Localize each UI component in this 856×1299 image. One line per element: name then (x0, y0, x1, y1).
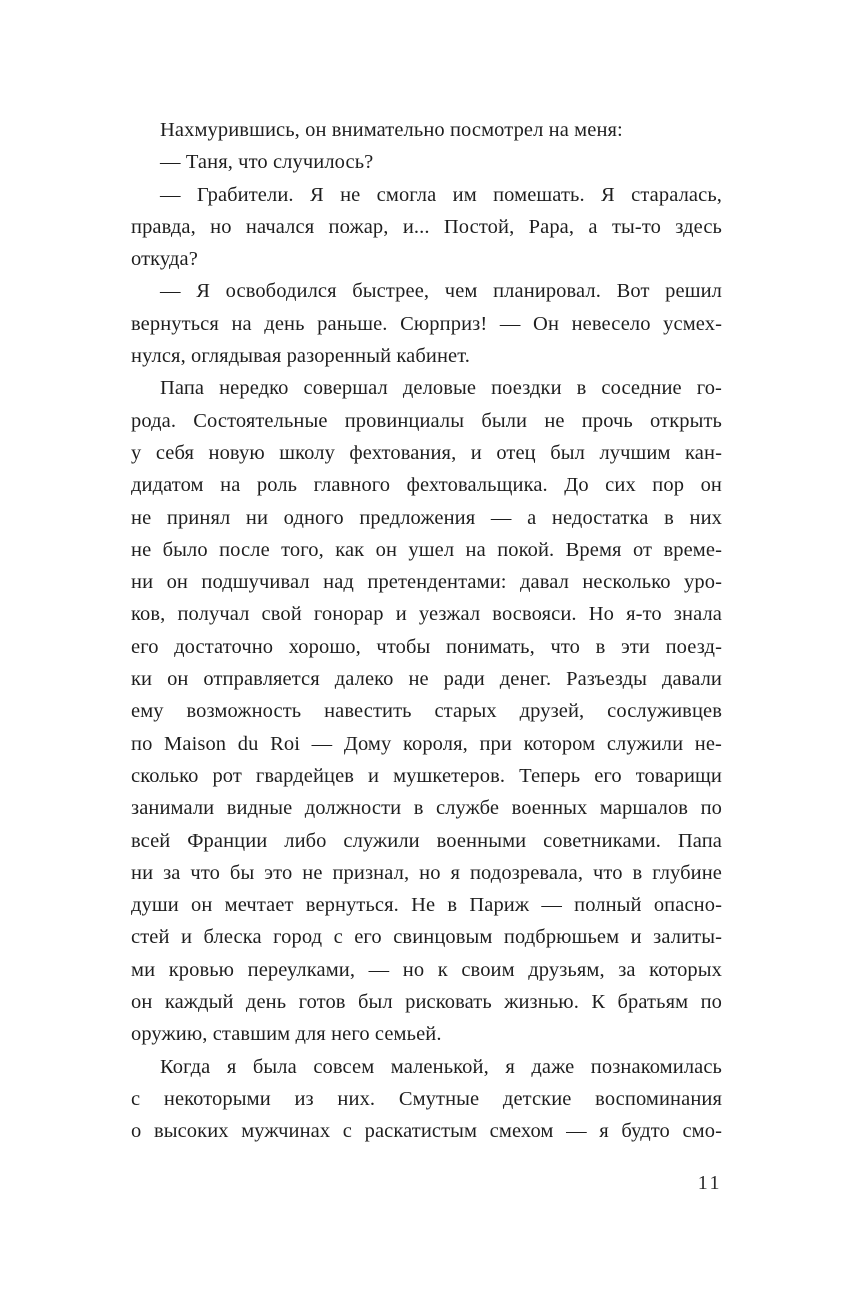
text-line: о высоких мужчинах с раскатистым смехом — я будто смо- (131, 1120, 722, 1143)
text-line: ки он отправляется далеко не ради денег. Разъезды давали (131, 668, 722, 691)
text-line: с некоторыми из них. Смутные детские воспоминания (131, 1087, 722, 1110)
paragraph (131, 114, 722, 146)
page-number: 11 (697, 1172, 722, 1194)
paragraph (131, 372, 722, 1050)
text-line: стей и блеска город с его свинцовым подбрюшьем и залиты- (131, 926, 722, 949)
text-line: — Я освободился быстрее, чем планировал. Вот решил (160, 280, 722, 303)
text-line: рода. Состоятельные провинциалы были не прочь открыть (131, 409, 722, 432)
text-line: Нахмурившись, он внимательно посмотрел на меня: (160, 119, 623, 141)
text-line: — Грабители. Я не смогла им помешать. Я старалась, (160, 183, 722, 206)
page-text (131, 114, 722, 1148)
text-line: правда, но начался пожар, и... Постой, Papa, а ты-то здесь (131, 215, 722, 238)
text-line: души он мечтает вернуться. Не в Париж — полный опасно- (131, 894, 722, 917)
text-line: ков, получал свой гонорар и уезжал восвояси. Но я-то знала (131, 603, 722, 626)
text-line: Папа нередко совершал деловые поездки в соседние го- (160, 377, 722, 400)
paragraph-dialogue (131, 146, 722, 178)
text-line: ни за что бы это не признал, но я подозревала, что в глубине (131, 861, 722, 884)
text-line: не принял ни одного предложения — а недостатка в них (131, 506, 722, 529)
text-line: ни он подшучивал над претендентами: давал несколько уро- (131, 571, 722, 594)
text-line: откуда? (131, 248, 198, 271)
text-line: занимали видные должности в службе военных маршалов по (131, 797, 722, 820)
text-line: ми кровью переулками, — но к своим друзьям, за которых (131, 958, 722, 981)
paragraph-dialogue (131, 275, 722, 372)
text-line: ему возможность навестить старых друзей, сослуживцев (131, 700, 722, 723)
text-line: оружию, ставшим для него семьей. (131, 1023, 442, 1046)
text-line: по Maison du Roi — Дому короля, при котором служили не- (131, 732, 722, 755)
paragraph (131, 1051, 722, 1148)
text-line: Когда я была совсем маленькой, я даже познакомилась (160, 1055, 722, 1078)
paragraph-dialogue (131, 179, 722, 276)
text-line: — Таня, что случилось? (160, 151, 374, 174)
text-line: он каждый день готов был рисковать жизнью. К братьям по (131, 991, 722, 1014)
text-line: его достаточно хорошо, чтобы понимать, что в эти поезд- (131, 635, 722, 658)
text-line: дидатом на роль главного фехтовальщика. До сих пор он (131, 474, 722, 497)
text-line: не было после того, как он ушел на покой. Время от време- (131, 538, 722, 561)
text-line: сколько рот гвардейцев и мушкетеров. Теперь его товарищи (131, 764, 722, 787)
text-line: нулся, оглядывая разоренный кабинет. (131, 345, 470, 368)
text-line: у себя новую школу фехтования, и отец был лучшим кан- (131, 441, 722, 464)
text-line: вернуться на день раньше. Сюрприз! — Он невесело усмех- (131, 312, 722, 335)
text-line: всей Франции либо служили военными советниками. Папа (131, 829, 722, 852)
